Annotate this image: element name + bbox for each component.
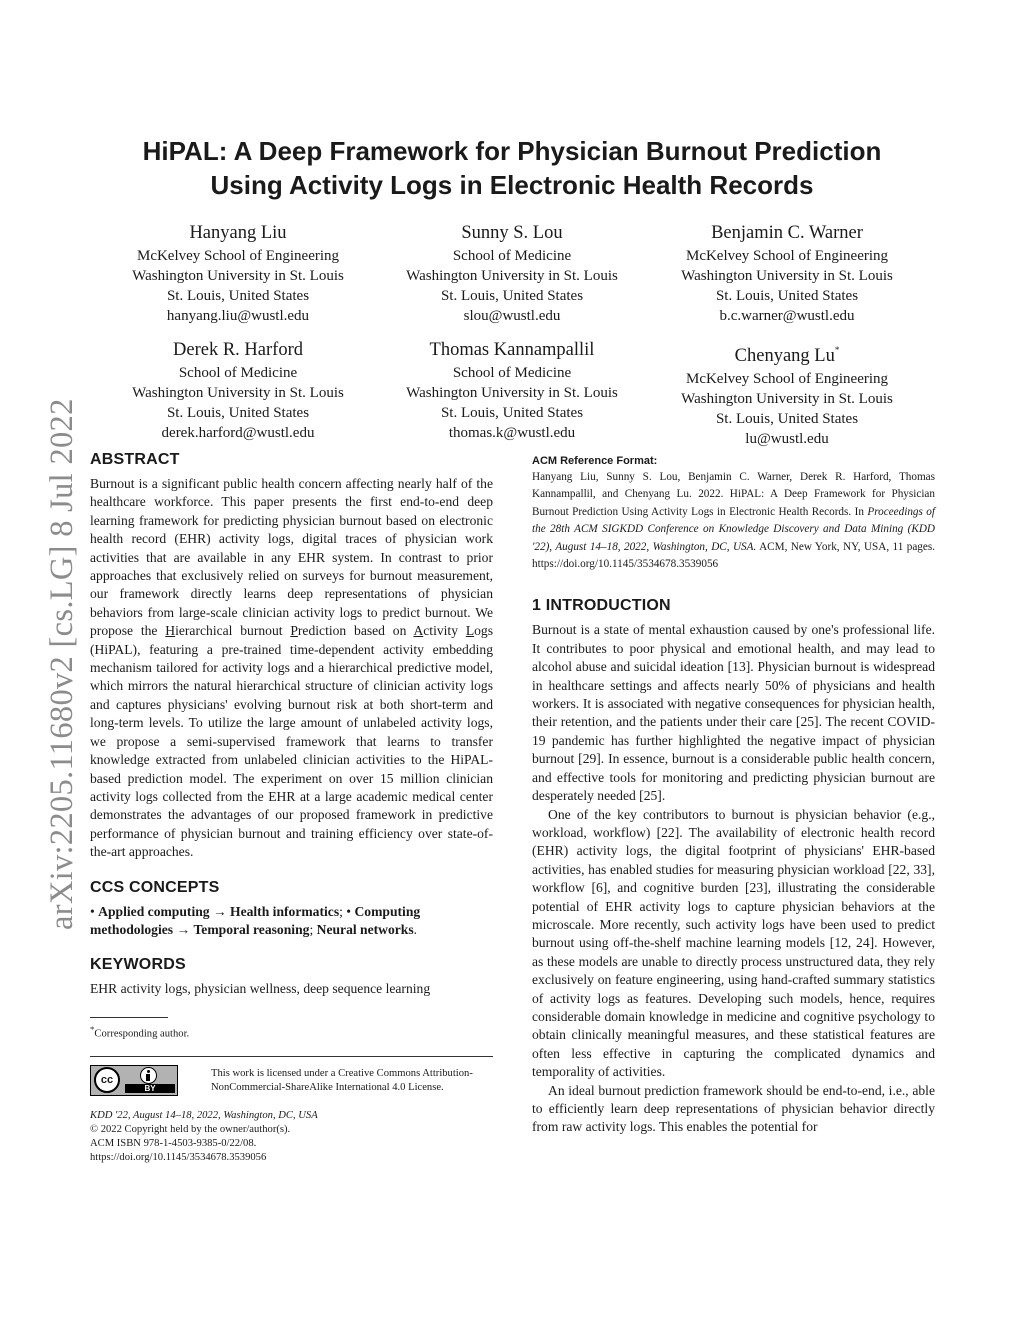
right-column	[532, 455, 935, 1137]
doi-link[interactable]: https://doi.org/10.1145/3534678.3539056	[90, 1152, 267, 1164]
attribution-person-icon	[140, 1067, 157, 1084]
paper-title	[90, 134, 934, 202]
author-block	[647, 221, 927, 326]
bullet: •	[90, 903, 95, 919]
author-location: St. Louis, United States	[715, 288, 859, 304]
acm-ref-part: Hanyang Liu, Sunny S. Lou, Benjamin C. Warner, Derek R. Harford, Thomas Kannampallil, and Chenyang Lu. 2022. HiPAL: A Deep Framework for Physician Burnout Prediction Using Activity Logs in Electronic Health Records. In	[532, 471, 935, 518]
intro-paragraph: One of the key contributors to burnout is physician behavior (e.g., workload, workflow) [22]. The availability of electronic health record (EHR) activity logs, the digital footprint of physicians' EHR-based activities, has enabled studies for measuring physician workload [22, 33], workflow [6], and cognitive burden [23], illustrating the considerable potential of EHR activity logs to capture physician behaviors at the microscale. More recently, such activity logs have been used to predict burnout using off-the-shelf machine learning models [12, 24]. However, as these models are unable to directly process unstructured data, they rely exclusively on feature engineering, using hand-crafted summary statistics of activity logs as features. Developing such models, hence, requires considerable domain knowledge in medicine and cognitive psychology to obtain clinically meaningful measures, and these statistical features are often less effective in capturing the complicated dynamics and temporality of activities.	[532, 806, 935, 1080]
bullet: •	[346, 903, 352, 919]
abstract-part: ctivity	[423, 623, 466, 639]
footnote	[90, 1022, 493, 1042]
acronym-letter: H	[165, 623, 176, 639]
author-block	[98, 221, 378, 326]
arxiv-id: arXiv:2205.11680v2 [cs.LG] 8 Jul 2022	[44, 398, 80, 930]
abstract-part: ierarchical burnout	[175, 623, 291, 639]
author-univ: Washington University in St. Louis	[681, 391, 893, 407]
author-univ: Washington University in St. Louis	[681, 268, 893, 284]
acm-ref-venue: Proceedings of the 28th ACM SIGKDD Conference on Knowledge Discovery and Data Mining (KDD '22), August 14–18, 2022, Washington, DC, USA.	[532, 505, 935, 553]
author-block	[98, 338, 378, 443]
corresponding-mark: *	[834, 345, 840, 355]
acm-ref-part: ACM, New York, NY, USA, 11 pages. https://doi.org/10.1145/3534678.3539056	[532, 540, 935, 571]
ccs-concepts	[90, 903, 493, 940]
author-univ: Washington University in St. Louis	[406, 268, 618, 284]
author-dept: School of Medicine	[178, 365, 298, 381]
abstract-heading: ABSTRACT	[90, 451, 180, 468]
author-location: St. Louis, United States	[715, 411, 859, 427]
author-name: Sunny S. Lou	[461, 223, 563, 243]
keywords-text: EHR activity logs, physician wellness, deep sequence learning	[90, 981, 431, 997]
author-location: St. Louis, United States	[440, 288, 584, 304]
author-name: Benjamin C. Warner	[711, 223, 863, 243]
author-email: hanyang.liu@wustl.edu	[166, 308, 310, 324]
author-name	[647, 338, 927, 368]
acronym-letter: A	[413, 623, 424, 639]
arrow: →	[213, 903, 227, 919]
ccs-concept: Temporal reasoning	[193, 921, 310, 937]
author-dept: School of Medicine	[452, 365, 572, 381]
author-location: St. Louis, United States	[166, 405, 310, 421]
ccs-concept: Computing methodologies	[90, 903, 421, 937]
acronym-letter: L	[465, 623, 475, 639]
author-univ: Washington University in St. Louis	[132, 385, 344, 401]
publication-info	[90, 1109, 493, 1165]
abstract-part: ogs (HiPAL), featuring a pre-trained time-dependent activity embedding mechanism tailored for activity logs and a hierarchical predictive model, which mirrors the natural hierarchical structure of clinician activity logs and captures physicians' evolving burnout risk at both short-term and long-term levels. To utilize the large amount of unlabeled activity logs, we propose a semi-supervised framework that learns to transfer knowledge extracted from unlabeled clinician activities to the HiPAL-based prediction model. The experiment on over 15 million clinician activity logs collected from the EHR at a large academic medical center demonstrates the advantages of our proposed framework in predictive performance of physician burnout and training efficiency over state-of-the-art approaches.	[90, 623, 494, 860]
cc-by-license-icon[interactable]	[90, 1065, 178, 1096]
title-line-1: HiPAL: A Deep Framework for Physician Burnout Prediction	[142, 136, 882, 166]
ccs-heading: CCS CONCEPTS	[90, 878, 220, 896]
abstract-part: rediction based on	[297, 623, 414, 639]
ccs-concept: Applied computing	[98, 903, 210, 919]
license-block	[90, 1057, 493, 1103]
arrow: →	[176, 921, 191, 937]
author-dept: School of Medicine	[452, 248, 572, 264]
abstract-part: Burnout is a significant public health concern affecting nearly half of the healthcare workforce. This paper presents the first end-to-end deep learning framework for predicting physician burnout based on electronic health record (EHR) activity logs, digital traces of physician work activities that are available in any EHR system. In contrast to prior approaches that exclusively relied on surveys for burnout measurement, our framework directly learns deep representations of physician behaviors from large-scale clinician activity logs to predict burnout. We propose the	[90, 476, 493, 639]
author-block	[647, 338, 927, 449]
copyright: © 2022 Copyright held by the owner/author(s).	[90, 1124, 291, 1136]
author-email: slou@wustl.edu	[463, 308, 561, 324]
by-label: BY	[125, 1084, 175, 1093]
acm-ref-text	[532, 469, 935, 573]
isbn: ACM ISBN 978-1-4503-9385-0/22/08.	[90, 1138, 257, 1150]
license-text: This work is licensed under a Creative Commons Attribution-NonCommercial-ShareAlike International 4.0 License.	[211, 1068, 473, 1094]
ccs-concept: Health informatics	[230, 903, 340, 919]
author-name: Hanyang Liu	[189, 223, 287, 243]
author-name: Thomas Kannampallil	[429, 340, 595, 360]
conference-info: KDD '22, August 14–18, 2022, Washington, DC, USA	[90, 1110, 318, 1122]
author-block	[372, 221, 652, 326]
author-location: St. Louis, United States	[440, 405, 584, 421]
intro-paragraph: Burnout is a state of mental exhaustion caused by one's professional life. It contributes to poor physical and emotional health, and may lead to alcohol abuse and suicidal ideation [13]. Physician burnout is widespread in healthcare settings and affects nearly 50% of physicians and health workers. It is associated with negative consequences for physician health, their retention, and the patients under their care [25]. The recent COVID-19 pandemic has further highlighted the negative impact of physician burnout [29]. In essence, burnout is a considerable public health concern, and effective tools for monitoring and predicting physician burnout are desperately needed [25].	[532, 622, 935, 804]
author-univ: Washington University in St. Louis	[406, 385, 618, 401]
intro-paragraph: An ideal burnout prediction framework should be end-to-end, i.e., able to efficiently learn deep representations of physician behavior directly from raw activity logs. This enables the potential for	[532, 1082, 935, 1135]
footnote-rule	[90, 1017, 168, 1018]
footnote-mark: *	[90, 1023, 95, 1034]
cc-icon: cc	[94, 1067, 120, 1093]
abstract-text	[90, 475, 493, 862]
author-email: lu@wustl.edu	[745, 431, 829, 447]
ccs-concept: Neural networks	[316, 921, 414, 937]
author-univ: Washington University in St. Louis	[132, 268, 344, 284]
author-name: Derek R. Harford	[173, 340, 303, 360]
author-block	[372, 338, 652, 443]
footnote-text: Corresponding author.	[94, 1028, 190, 1040]
author-dept: McKelvey School of Engineering	[685, 371, 889, 387]
author-email: b.c.warner@wustl.edu	[719, 308, 855, 324]
separator: ;	[309, 921, 314, 937]
author-dept: McKelvey School of Engineering	[136, 248, 340, 264]
left-column	[90, 451, 493, 1165]
arxiv-sidebar	[18, 375, 80, 930]
acronym-letter: P	[290, 623, 298, 639]
author-location: St. Louis, United States	[166, 288, 310, 304]
by-icon	[125, 1067, 175, 1093]
period: .	[413, 921, 418, 937]
author-dept: McKelvey School of Engineering	[685, 248, 889, 264]
separator: ;	[339, 903, 343, 919]
author-email: derek.harford@wustl.edu	[161, 425, 315, 441]
keywords-heading: KEYWORDS	[90, 956, 186, 974]
introduction-heading: 1 INTRODUCTION	[532, 597, 671, 615]
acm-ref-heading: ACM Reference Format:	[532, 455, 658, 467]
author-name-text: Chenyang Lu	[734, 346, 835, 366]
title-line-2: Using Activity Logs in Electronic Health Records	[210, 170, 814, 200]
author-email: thomas.k@wustl.edu	[448, 425, 576, 441]
